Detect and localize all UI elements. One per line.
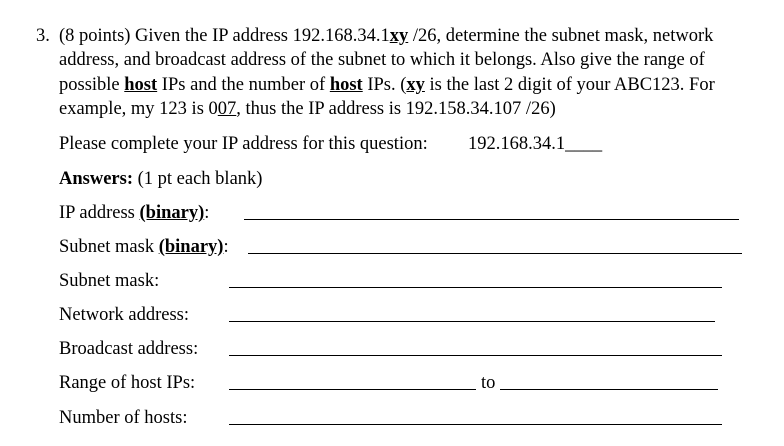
ip-binary-blank[interactable] xyxy=(244,219,739,220)
num-hosts-label: Number of hosts: xyxy=(59,408,188,428)
mask-binary-blank[interactable] xyxy=(248,253,742,254)
broadcast-address-blank[interactable] xyxy=(229,355,722,356)
broadcast-address-label: Broadcast address: xyxy=(59,339,199,359)
host-range-end-blank[interactable] xyxy=(500,389,718,390)
network-address-blank[interactable] xyxy=(229,321,715,322)
mask-binary-label: Subnet mask (binary): xyxy=(59,237,229,257)
subnet-mask-blank[interactable] xyxy=(229,287,722,288)
ip-binary-label: IP address (binary): xyxy=(59,203,210,223)
host-range-label: Range of host IPs: xyxy=(59,373,196,393)
subnet-mask-label: Subnet mask: xyxy=(59,271,160,291)
question-line-4: example, my 123 is 007, thus the IP address is 192.158.34.107 /26) xyxy=(59,99,556,119)
host-range-start-blank[interactable] xyxy=(229,389,476,390)
question-number: 3. xyxy=(36,26,50,46)
host-range-to-label: to xyxy=(481,373,496,393)
ip-prompt-value[interactable]: 192.168.34.1____ xyxy=(468,134,603,154)
num-hosts-blank[interactable] xyxy=(229,424,722,425)
question-line-3: possible host IPs and the number of host IPs. (xy is the last 2 digit of your ABC123. For xyxy=(59,75,715,95)
ip-prompt-label: Please complete your IP address for this question: xyxy=(59,134,428,154)
network-address-label: Network address: xyxy=(59,305,189,325)
question-line-1: (8 points) Given the IP address 192.168.34.1xy /26, determine the subnet mask, network xyxy=(59,26,714,46)
question-line-2: address, and broadcast address of the subnet to which it belongs. Also give the range of xyxy=(59,50,705,70)
answers-header: Answers: (1 pt each blank) xyxy=(59,169,263,189)
